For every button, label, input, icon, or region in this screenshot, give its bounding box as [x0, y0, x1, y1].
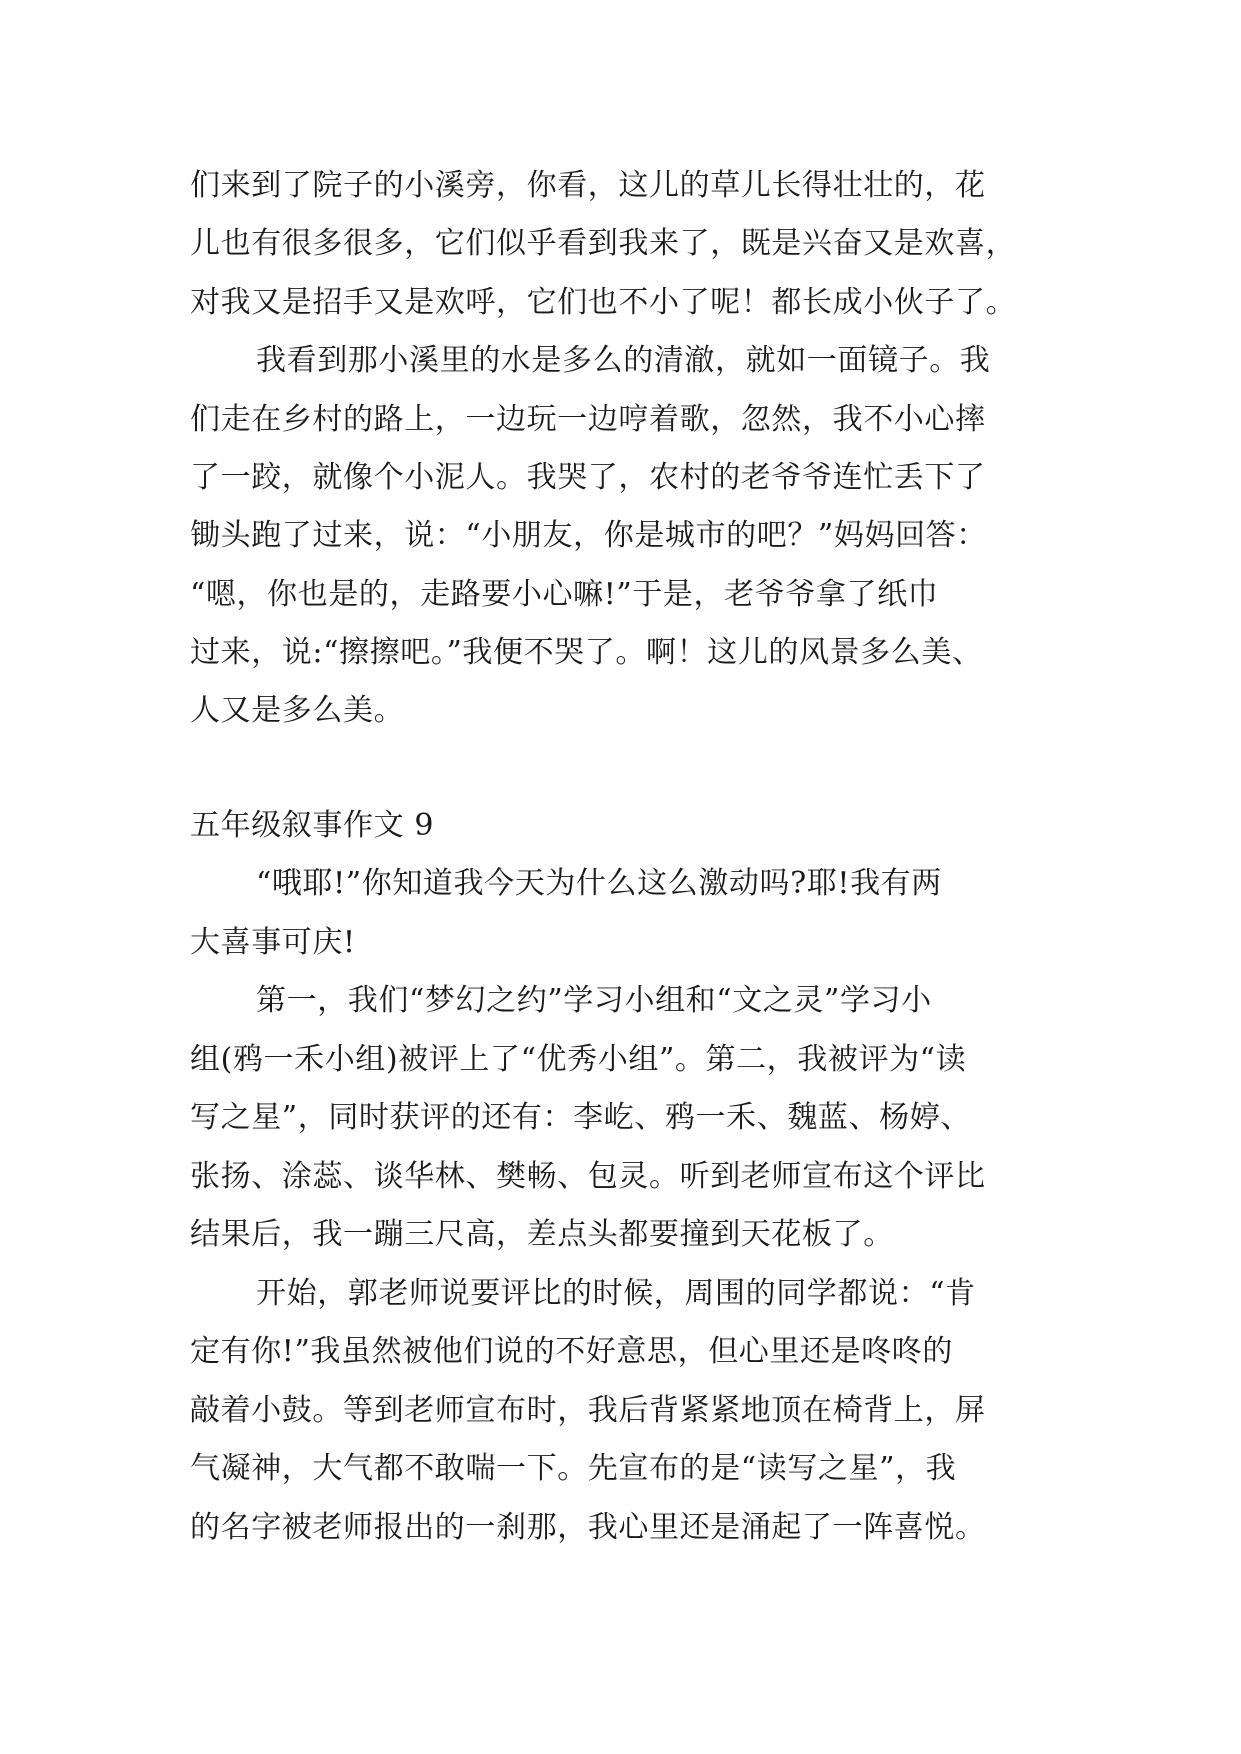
paragraph-5-line-1: 开始，郭老师说要评比的时候，周围的同学都说：“肯	[256, 1276, 976, 1311]
paragraph-4-line-1: 第一，我们“梦幻之约”学习小组和“文之灵”学习小	[256, 983, 932, 1018]
paragraph-1-line-1: 们来到了院子的小溪旁，你看，这儿的草儿长得壮壮的，花	[190, 168, 986, 203]
paragraph-4-line-5: 结果后，我一蹦三尺高，差点头都要撞到天花板了。	[190, 1217, 894, 1252]
paragraph-5-line-5: 的名字被老师报出的一刹那，我心里还是涌起了一阵喜悦。	[190, 1510, 986, 1545]
paragraph-5-line-3: 敲着小鼓。等到老师宣布时，我后背紧紧地顶在椅背上，屏	[190, 1393, 986, 1428]
paragraph-2-line-2: 们走在乡村的路上，一边玩一边哼着歌，忽然，我不小心摔	[190, 402, 986, 437]
paragraph-2-line-1: 我看到那小溪里的水是多么的清澈，就如一面镜子。我	[256, 343, 991, 378]
paragraph-4-line-3: 写之星”，同时获评的还有：李屹、鸦一禾、魏蓝、杨婷、	[190, 1100, 971, 1135]
paragraph-3-line-2: 大喜事可庆!	[190, 925, 356, 960]
paragraph-2-line-7: 人又是多么美。	[190, 693, 405, 728]
section-title: 五年级叙事作文 9	[190, 808, 435, 843]
paragraph-1-line-2: 儿也有很多很多，它们似乎看到我来了，既是兴奋又是欢喜，	[190, 226, 1017, 261]
paragraph-5-line-2: 定有你!”我虽然被他们说的不好意思，但心里还是咚咚的	[190, 1334, 953, 1369]
paragraph-5-line-4: 气凝神，大气都不敢喘一下。先宣布的是“读写之星”，我	[190, 1451, 957, 1486]
paragraph-4-line-2: 组(鸦一禾小组)被评上了“优秀小组”。第二，我被评为“读	[190, 1042, 967, 1077]
paragraph-3-line-1: “哦耶!”你知道我今天为什么这么激动吗?耶!我有两	[256, 866, 942, 901]
paragraph-2-line-3: 了一跤，就像个小泥人。我哭了，农村的老爷爷连忙丢下了	[190, 460, 986, 495]
paragraph-1-line-3: 对我又是招手又是欢呼，它们也不小了呢！都长成小伙子了。	[190, 285, 1017, 320]
paragraph-4-line-4: 张扬、涂蕊、谈华林、樊畅、包灵。听到老师宣布这个评比	[190, 1159, 986, 1194]
paragraph-2-line-5: “嗯，你也是的，走路要小心嘛!”于是，老爷爷拿了纸巾	[190, 577, 939, 612]
paragraph-2-line-6: 过来，说:“擦擦吧。”我便不哭了。啊！这儿的风景多么美、	[190, 635, 983, 670]
paragraph-2-line-4: 锄头跑了过来，说：“小朋友，你是城市的吧？”妈妈回答：	[190, 518, 987, 553]
